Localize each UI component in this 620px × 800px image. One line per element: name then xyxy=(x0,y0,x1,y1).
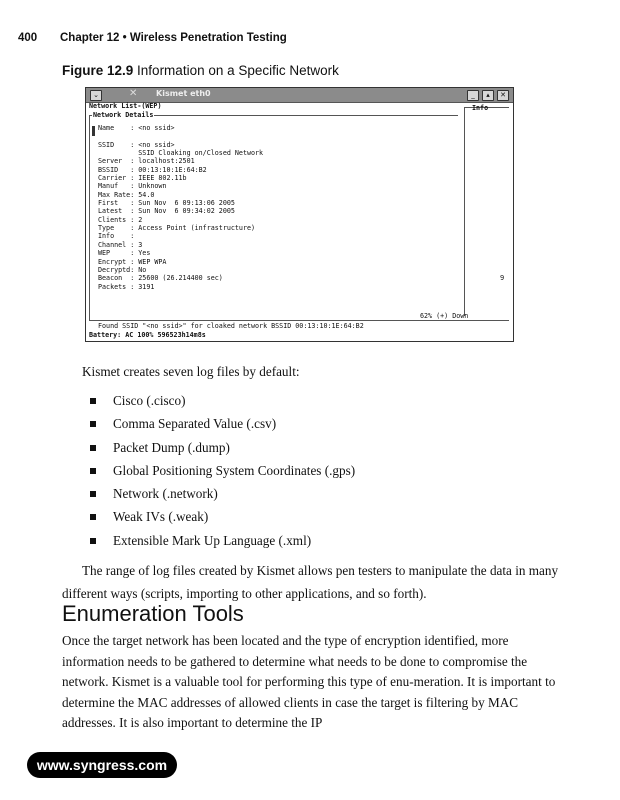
window-titlebar xyxy=(86,88,513,103)
info-panel xyxy=(464,107,509,316)
battery-status: Battery: AC 100% 596523h14m8s xyxy=(89,331,206,339)
list-item: Extensible Mark Up Language (.xml) xyxy=(90,529,355,552)
list-item: Cisco (.cisco) xyxy=(90,389,355,412)
scroll-indicator xyxy=(92,126,95,136)
info-label: Info xyxy=(472,104,489,112)
section-heading: Enumeration Tools xyxy=(62,601,244,626)
chapter-title: Chapter 12 • Wireless Penetration Testing xyxy=(60,32,287,44)
log-file-list xyxy=(90,389,355,552)
maximize-icon: ▴ xyxy=(482,90,494,101)
website-badge[interactable]: www.syngress.com xyxy=(27,752,177,778)
network-list-label: Network List-(WEP) xyxy=(89,102,162,110)
divider xyxy=(89,320,509,321)
figure-caption xyxy=(62,63,339,78)
figure-label: Figure 12.9 xyxy=(62,63,134,78)
list-item: Weak IVs (.weak) xyxy=(90,505,355,528)
network-details-label: Network Details xyxy=(93,111,154,119)
scroll-status: 62% (+) Down xyxy=(420,312,469,320)
minimize-icon: _ xyxy=(467,90,479,101)
window-title: Kismet eth0 xyxy=(156,89,211,98)
info-value: 9 xyxy=(500,274,505,282)
list-item: Global Positioning System Coordinates (.gps) xyxy=(90,459,355,482)
page-number: 400 xyxy=(18,32,38,44)
list-item: Network (.network) xyxy=(90,482,355,505)
close-x-icon: ✕ xyxy=(129,88,138,99)
list-item: Comma Separated Value (.csv) xyxy=(90,412,355,435)
running-header xyxy=(18,32,287,44)
range-paragraph: The range of log files created by Kismet allows pen testers to manipulate the data in many different ways (scripts, importing to other applications, and so forth). xyxy=(62,563,559,601)
figure-caption-text: Information on a Specific Network xyxy=(137,63,339,78)
network-details-text: Name : <no ssid> SSID : <no ssid> SSID Cloaking on/Closed Network Server : localhost:2501 BSSID : 00:13:10:1E:64:B2 Carrier : IEEE 802.11b Manuf : Unknown Max Rate: 54.0 First : Sun Nov 6 09:13:06 2005 Latest : Sun Nov 6 09:34:02 2005 Clients : 2 Type : Access Point (infrastructure) Info : Channel : 3 WEP : Yes Encrypt : WEP WPA Decryptd: No Beacon : 25600 (26.214400 sec) Packets : 3191 xyxy=(98,124,264,291)
window-menu-icon: ⌄ xyxy=(90,90,102,101)
status-message: Found SSID "<no ssid>" for cloaked network BSSID 00:13:10:1E:64:B2 xyxy=(98,322,364,330)
close-icon: ✕ xyxy=(497,90,509,101)
list-item: Packet Dump (.dump) xyxy=(90,436,355,459)
kismet-window-screenshot xyxy=(85,87,514,342)
intro-text: Kismet creates seven log files by default: xyxy=(82,364,300,379)
enumeration-paragraph: Once the target network has been located and the type of encryption identified, more information needs to be gathered to determine what needs to be done to compromise the network. Kismet is a valuable tool for performing this type of enu-meration. It is important to determine the MAC addresses of allowed clients in case the target is filtering by MAC addresses. It is also important to determine the IP xyxy=(62,633,556,731)
